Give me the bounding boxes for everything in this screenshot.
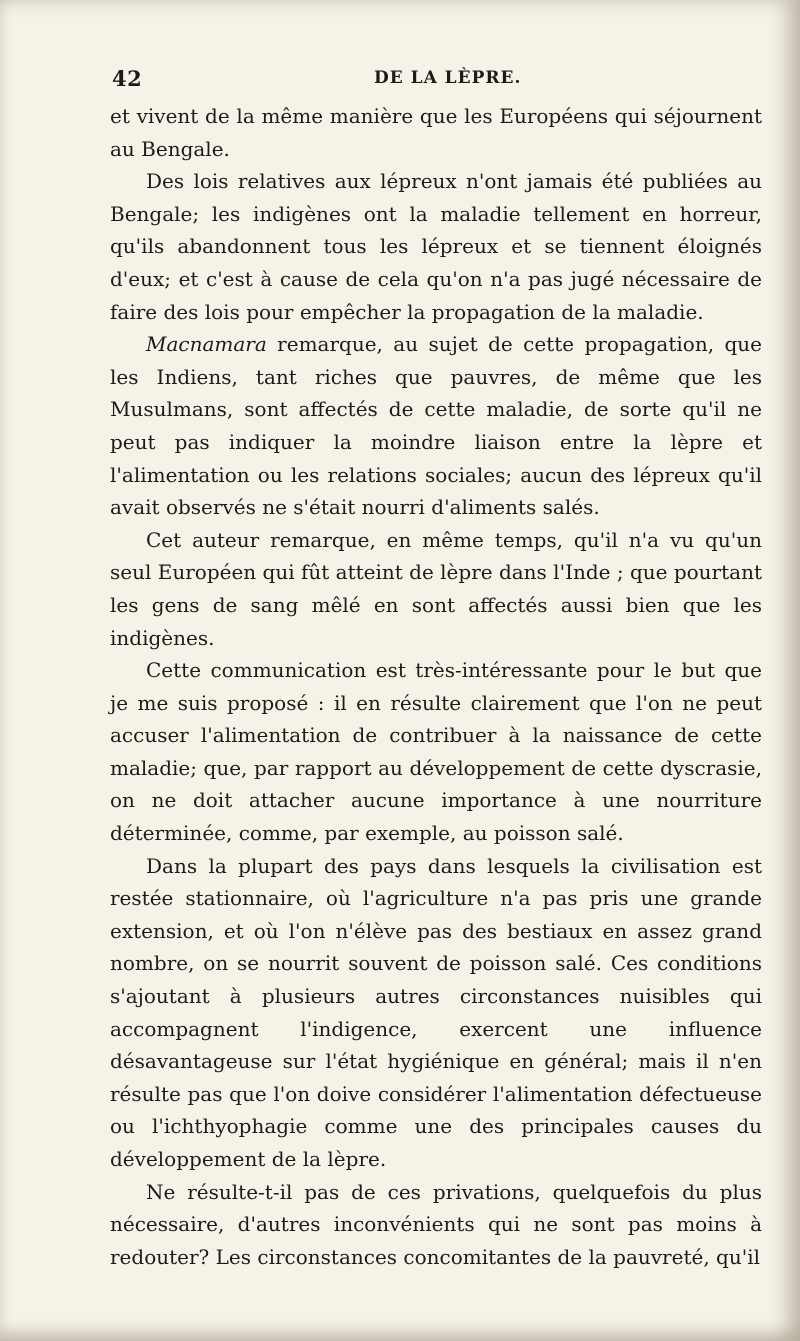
- page-number: 42: [112, 66, 143, 91]
- paragraph-european: Cet auteur remarque, en même temps, qu'il n'a vu qu'un seul Européen qui fût atteint de lèpre dans l'Inde ; que pourtant les gens de sang mêlé en sont affectés aussi bien que les indigènes.: [110, 527, 762, 650]
- paragraph-macnamara: [110, 328, 762, 524]
- paragraph-continuation: et vivent de la même manière que les Européens qui séjournent au Bengale.: [110, 104, 762, 161]
- paragraph-civilisation: Dans la plupart des pays dans lesquels la civilisation est restée stationnaire, où l'agriculture n'a pas pris une grande extension, et où l'on n'élève pas des bestiaux en assez grand nombre, on se nourrit souvent de poisson salé. Ces conditions s'ajoutant à plusieurs autres circonstances nuisibles qui accompagnent l'indigence, exercent une influence désavantageuse sur l'état hygiénique en général; mais il n'en résulte pas que l'on doive considérer l'alimentation défectueuse ou l'ichthyophagie comme une des principales causes du développement de la lèpre.: [110, 853, 762, 1171]
- running-head: [112, 66, 762, 96]
- paragraph-privations: Ne résulte-t-il pas de ces privations, quelquefois du plus nécessaire, d'autres inconvénients qui ne sont pas moins à redouter? Les circonstances concomitantes de la pauvreté, qu'il: [110, 1179, 762, 1269]
- running-title: DE LA LÈPRE.: [374, 68, 522, 88]
- body-text: [110, 100, 762, 1273]
- paragraph-communication: Cette communication est très-intéressante pour le but que je me suis proposé : il en résulte clairement que l'on ne peut accuser l'alimentation de contribuer à la naissance de cette maladie; que, par rapport au développement de cette dyscrasie, on ne doit attacher aucune importance à une nourriture déterminée, comme, par exemple, au poisson salé.: [110, 658, 762, 846]
- paragraph-macnamara-text: remarque, au sujet de cette propagation, que les Indiens, tant riches que pauvres, de même que les Musulmans, sont affectés de cette maladie, de sorte qu'il ne peut pas indiquer la moindre liaison entre la lèpre et l'alimentation ou les relations sociales; aucun des lépreux qu'il avait observés ne s'était nourri d'aliments salés.: [110, 332, 762, 520]
- paragraph-bengal-laws: Des lois relatives aux lépreux n'ont jamais été publiées au Bengale; les indigènes ont la maladie tellement en horreur, qu'ils abandonnent tous les lépreux et se tiennent éloignés d'eux; et c'est à cause de cela qu'on n'a pas jugé nécessaire de faire des lois pour empêcher la propagation de la maladie.: [110, 169, 762, 324]
- author-name: Macnamara: [146, 332, 267, 357]
